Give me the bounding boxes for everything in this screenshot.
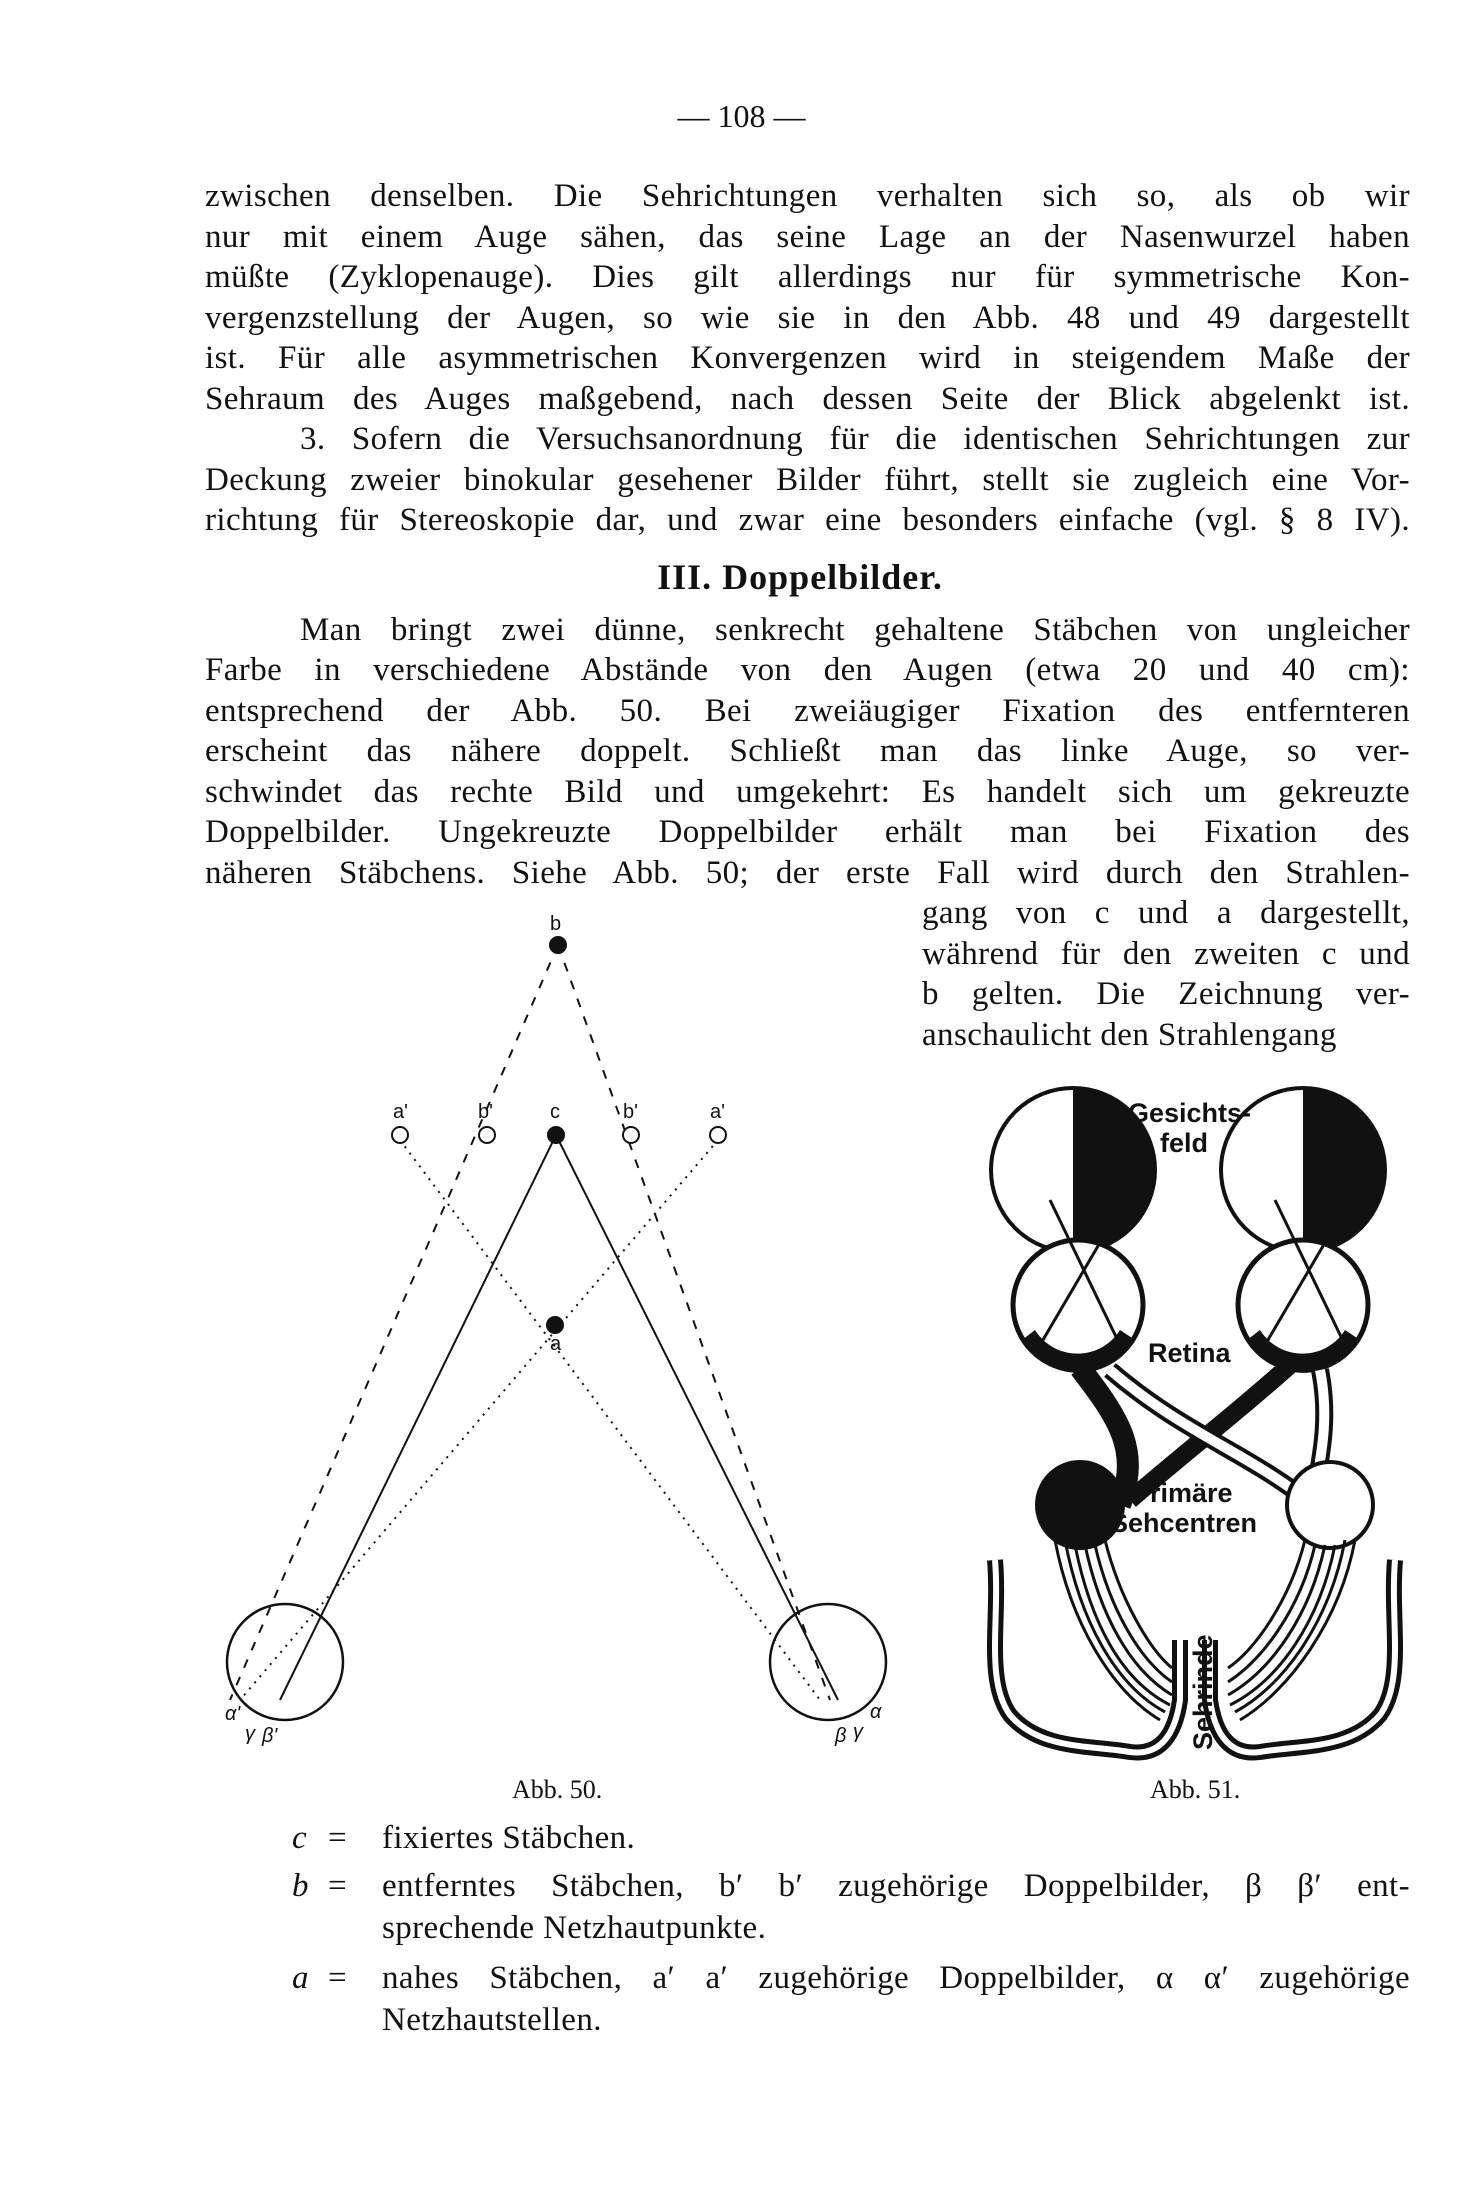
label-b-prime-right: b' (623, 1101, 638, 1123)
legend-eq: = (328, 1820, 347, 1856)
label-sehrinde: Sehrinde (1188, 1634, 1218, 1750)
text-line: während für den zweiten c und (922, 936, 1410, 972)
legend-var-a: a (292, 1960, 309, 1996)
optic-radiation-left (1055, 1540, 1172, 1720)
legend-text: sprechende Netzhautpunkte. (382, 1910, 767, 1946)
text-line: müßte (Zyklopenauge). Dies gilt allerdings nur für symmetrische Kon- (205, 259, 1410, 295)
figure-51-caption: Abb. 51. (1150, 1775, 1241, 1804)
text-line: richtung für Stereoskopie dar, und zwar eine besonders einfache (vgl. § 8 IV). (205, 502, 1410, 538)
label-gamma-left: γ (245, 1723, 255, 1745)
label-a-prime-right: a' (710, 1101, 725, 1123)
label-beta-prime: β' (262, 1725, 278, 1747)
legend-eq: = (328, 1868, 347, 1904)
optic-radiation-right (1228, 1540, 1355, 1720)
label-c: c (550, 1101, 560, 1123)
text-line: näheren Stäbchens. Siehe Abb. 50; der erste Fall wird durch den Strahlen- (205, 855, 1410, 891)
text-line: gang von c und a dargestellt, (922, 895, 1410, 931)
text-line: Man bringt zwei dünne, senkrecht gehaltene Stäbchen von ungleicher (300, 612, 1410, 648)
label-alpha-prime: α' (225, 1703, 241, 1725)
text-line: erscheint das nähere doppelt. Schließt man das linke Auge, so ver- (205, 733, 1410, 769)
text-line: nur mit einem Auge sähen, das seine Lage an der Nasenwurzel haben (205, 219, 1410, 255)
primary-centre-right (1287, 1462, 1373, 1548)
label-primaere-2: Sehcentren (1110, 1508, 1258, 1538)
legend-var-c: c (292, 1820, 307, 1856)
label-beta-right: β (835, 1725, 847, 1747)
text-line: 3. Sofern die Versuchsanordnung für die identischen Sehrichtungen zur (300, 421, 1410, 457)
section-heading: III. Doppelbilder. (657, 557, 943, 597)
legend-text: entferntes Stäbchen, b′ b′ zugehörige Doppelbilder, β β′ ent- (382, 1868, 1410, 1904)
label-a-prime-left: a' (393, 1101, 408, 1123)
legend-text: fixiertes Stäbchen. (382, 1820, 636, 1856)
text-line: ist. Für alle asymmetrischen Konvergenzen wird in steigendem Maße der (205, 340, 1410, 376)
text-line: entsprechend der Abb. 50. Bei zweiäugiger Fixation des entfernteren (205, 693, 1410, 729)
text-line: Sehraum des Auges maßgebend, nach dessen Seite der Blick abgelenkt ist. (205, 381, 1410, 417)
label-gesichtsfeld-2: feld (1160, 1128, 1209, 1158)
label-a: a (550, 1333, 562, 1355)
label-retina: Retina (1148, 1338, 1231, 1368)
legend-var-b: b (292, 1868, 309, 1904)
label-gesichtsfeld-1: Gesichts- (1128, 1098, 1252, 1128)
text-line: Doppelbilder. Ungekreuzte Doppelbilder erhält man bei Fixation des (205, 814, 1410, 850)
label-alpha-right: α (870, 1701, 882, 1723)
text-line: Farbe in verschiedene Abstände von den Augen (etwa 20 und 40 cm): (205, 652, 1410, 688)
legend-text: Netzhautstellen. (382, 2002, 602, 2038)
label-primaere-1: Primäre (1132, 1478, 1233, 1508)
text-line: Deckung zweier binokular gesehener Bilder führt, stellt sie zugleich eine Vor- (205, 462, 1410, 498)
text-line: schwindet das rechte Bild und umgekehrt: Es handelt sich um gekreuzte (205, 774, 1410, 810)
page-number: — 108 — (677, 98, 806, 134)
label-b-prime-left: b' (478, 1101, 493, 1123)
text-line: zwischen denselben. Die Sehrichtungen verhalten sich so, als ob wir (205, 178, 1410, 214)
text-line: vergenzstellung der Augen, so wie sie in den Abb. 48 und 49 dargestellt (205, 300, 1410, 336)
legend-eq: = (328, 1960, 347, 1996)
legend-text: nahes Stäbchen, a′ a′ zugehörige Doppelbilder, α α′ zugehörige (382, 1960, 1410, 1996)
figure-50-caption: Abb. 50. (512, 1775, 603, 1804)
text-line: anschaulicht den Strahlengang (922, 1017, 1337, 1053)
label-gamma-right: γ (853, 1721, 863, 1743)
text-line: b gelten. Die Zeichnung ver- (922, 976, 1410, 1012)
label-b: b (550, 913, 562, 935)
